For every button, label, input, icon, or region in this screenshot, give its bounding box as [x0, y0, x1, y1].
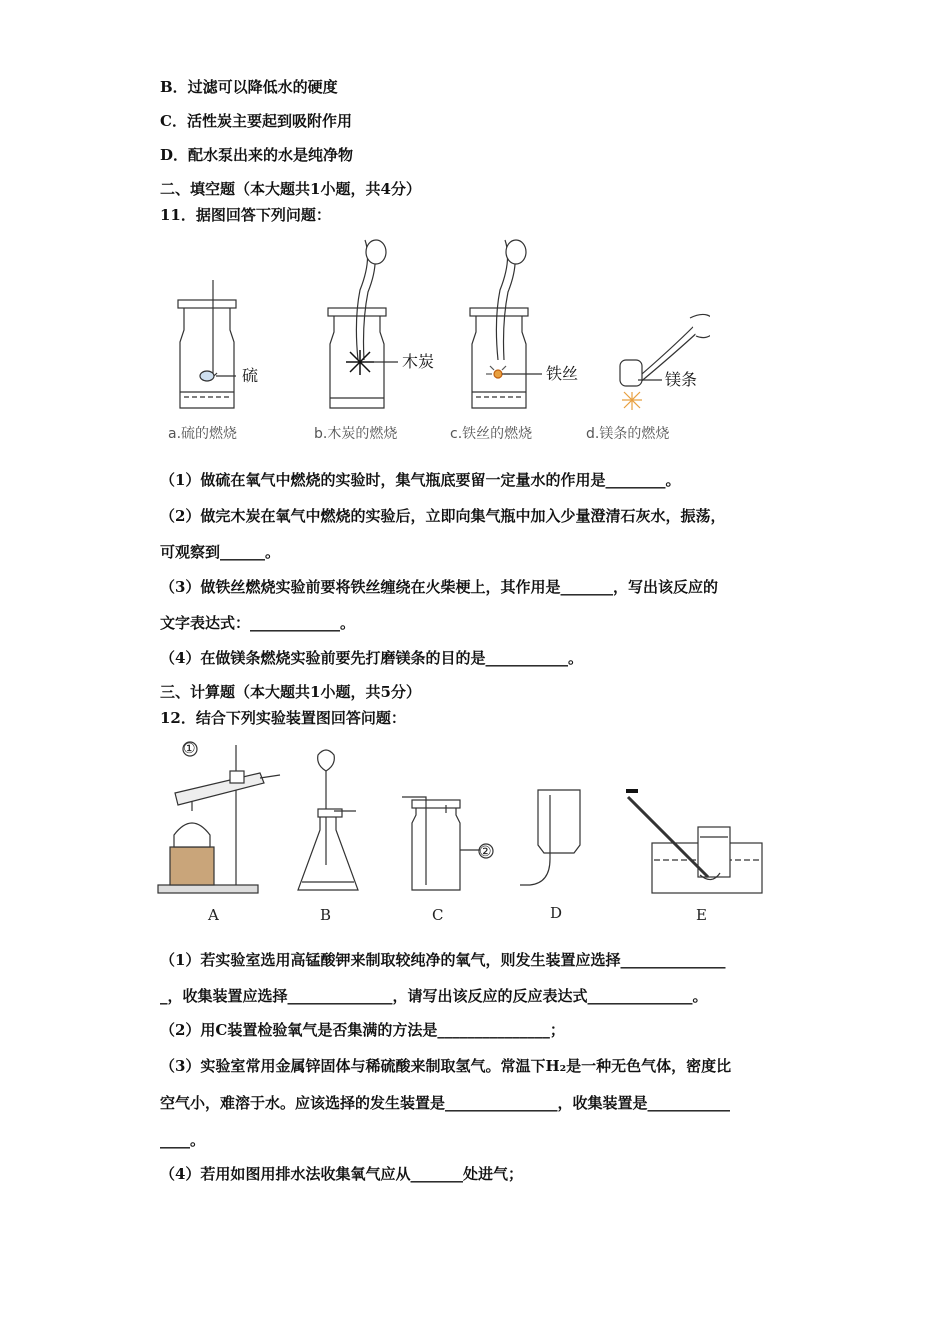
question-11-stem: 11．据图回答下列问题： — [160, 206, 331, 224]
caption-C: C — [432, 906, 444, 924]
combustion-figure — [150, 230, 710, 450]
magnesium-tongs — [620, 314, 710, 410]
option-c: C．活性炭主要起到吸附作用 — [160, 112, 352, 130]
caption-D: D — [550, 904, 563, 922]
apparatus-figure — [150, 735, 770, 930]
apparatus-b — [298, 750, 358, 890]
label-charcoal: 木炭 — [402, 352, 435, 371]
mark-1: ① — [183, 741, 196, 757]
q12-part-4: （4）若用如图用排水法收集氧气应从_______处进气； — [160, 1165, 523, 1183]
caption-c: c.铁丝的燃烧 — [450, 426, 533, 442]
q11-part-4: （4）在做镁条燃烧实验前要先打磨镁条的目的是___________。 — [160, 649, 583, 667]
jar-charcoal — [328, 240, 398, 408]
caption-E: E — [696, 906, 707, 924]
caption-d: d.镁条的燃烧 — [586, 426, 670, 442]
apparatus-e — [626, 791, 762, 893]
label-magnesium: 镁条 — [665, 370, 698, 389]
q11-part-2b: 可观察到______。 — [160, 543, 281, 561]
caption-A: A — [208, 906, 219, 924]
q12-part-3a: （3）实验室常用金属锌固体与稀硫酸来制取氢气。常温下H₂是一种无色气体，密度比 — [160, 1057, 732, 1075]
caption-B: B — [320, 906, 332, 924]
q12-part-1b: _，收集装置应选择______________，请写出该反应的反应表达式______________。 — [160, 987, 708, 1005]
q12-part-2: （2）用C装置检验氧气是否集满的方法是_______________； — [160, 1021, 565, 1039]
q12-part-1a: （1）若实验室选用高锰酸钾来制取较纯净的氧气，则发生装置应选择______________ — [160, 951, 726, 969]
section-heading-calc: 三、计算题（本大题共1小题，共5分） — [160, 683, 421, 701]
option-d: D．配水泵出来的水是纯净物 — [160, 146, 354, 164]
mark-2: ② — [479, 844, 492, 860]
section-heading-fill-in: 二、填空题（本大题共1小题，共4分） — [160, 180, 421, 198]
caption-b: b.木炭的燃烧 — [314, 426, 398, 442]
q11-part-3b: 文字表达式：____________。 — [160, 614, 356, 632]
caption-a: a.硫的燃烧 — [168, 426, 238, 442]
apparatus-d — [520, 790, 580, 885]
apparatus-a — [158, 742, 280, 893]
q12-part-3b: 空气小，难溶于水。应该选择的发生装置是_______________，收集装置是___________ — [160, 1094, 731, 1112]
jar-iron — [470, 240, 542, 408]
label-iron: 铁丝 — [546, 364, 579, 383]
option-b: B．过滤可以降低水的硬度 — [160, 78, 338, 96]
q12-part-3c: ____。 — [160, 1131, 206, 1149]
label-sulfur: 硫 — [242, 366, 259, 385]
question-12-stem: 12．结合下列实验装置图回答问题： — [160, 709, 406, 727]
q11-part-3a: （3）做铁丝燃烧实验前要将铁丝缠绕在火柴梗上，其作用是_______，写出该反应的 — [160, 578, 718, 596]
jar-sulfur — [178, 280, 236, 408]
q11-part-1: （1）做硫在氧气中燃烧的实验时，集气瓶底要留一定量水的作用是________。 — [160, 471, 681, 489]
q11-part-2a: （2）做完木炭在氧气中燃烧的实验后，立即向集气瓶中加入少量澄清石灰水，振荡， — [160, 507, 726, 525]
